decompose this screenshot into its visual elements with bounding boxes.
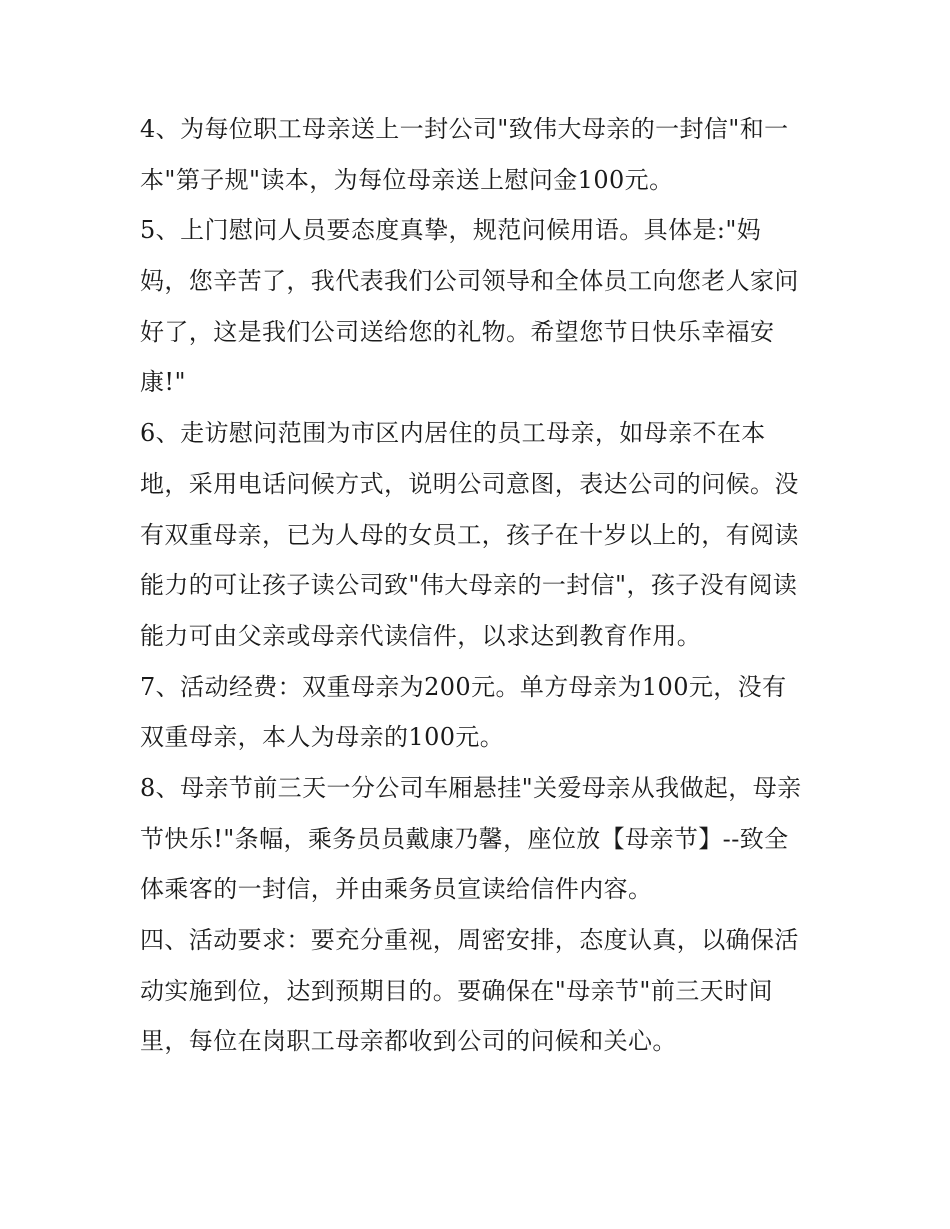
text-line: 里，每位在岗职工母亲都收到公司的问候和关心。 xyxy=(140,1027,677,1056)
text-line: 8、母亲节前三天一分公司车厢悬挂"关爱母亲从我做起，母亲 xyxy=(140,773,802,802)
text-line: 能力可由父亲或母亲代读信件，以求达到教育作用。 xyxy=(140,621,702,650)
text-line: 康!" xyxy=(140,368,186,397)
text-line: 动实施到位，达到预期目的。要确保在"母亲节"前三天时间 xyxy=(140,976,773,1005)
text-line: 本"第子规"读本，为每位母亲送上慰问金100元。 xyxy=(140,165,674,194)
text-line: 6、走访慰问范围为市区内居住的员工母亲，如母亲不在本 xyxy=(140,419,766,448)
text-line: 双重母亲，本人为母亲的100元。 xyxy=(140,723,505,752)
text-line: 有双重母亲，已为人母的女员工，孩子在十岁以上的，有阅读 xyxy=(140,520,799,549)
text-line: 能力的可让孩子读公司致"伟大母亲的一封信"，孩子没有阅读 xyxy=(140,571,798,600)
text-line: 节快乐!"条幅，乘务员员戴康乃馨，座位放【母亲节】--致全 xyxy=(140,824,789,853)
text-line: 4、为每位职工母亲送上一封公司"致伟大母亲的一封信"和一 xyxy=(140,115,789,143)
text-line: 地，采用电话问候方式，说明公司意图，表达公司的问候。没 xyxy=(140,469,799,498)
text-line: 体乘客的一封信，并由乘务员宣读给信件内容。 xyxy=(140,875,653,904)
text-line: 5、上门慰问人员要态度真挚，规范问候用语。具体是:"妈 xyxy=(140,216,762,245)
text-line: 四、活动要求：要充分重视，周密安排，态度认真，以确保活 xyxy=(140,926,799,954)
text-line: 好了，这是我们公司送给您的礼物。希望您节日快乐幸福安 xyxy=(140,317,775,346)
document-body xyxy=(140,104,812,1067)
text-line: 妈，您辛苦了，我代表我们公司领导和全体员工向您老人家问 xyxy=(140,267,799,296)
text-line: 7、活动经费：双重母亲为200元。单方母亲为100元，没有 xyxy=(140,672,787,701)
